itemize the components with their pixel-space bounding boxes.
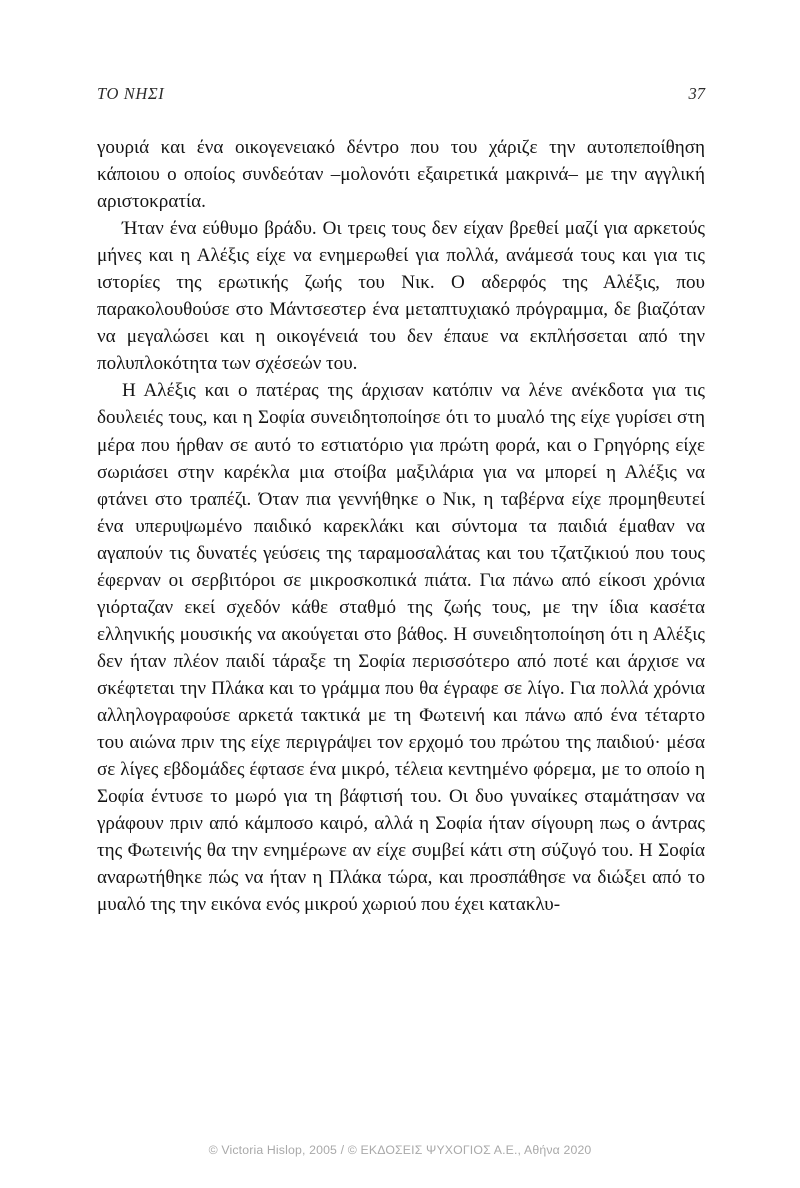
- page-number: 37: [688, 84, 705, 103]
- paragraph: Η Αλέξις και ο πατέρας της άρχισαν κατόπιν να λένε ανέκδοτα για τις δουλειές τους, και η Σοφία συνειδητοποίησε ότι το μυαλό της είχε γυρίσει στη μέρα που ήρθαν σε αυτό το εστιατόριο για πρώτη φορά, και ο Γρηγόρης είχε σωριάσει στην καρέκλα μια στοίβα μαξιλάρια για να μπορεί η Αλέξις να φτάνει στο τραπέζι. Όταν πια γεννήθηκε ο Νικ, η ταβέρνα είχε προμηθευτεί ένα υπερυψωμένο παιδικό καρεκλάκι και σύντομα τα παιδιά έμαθαν να αγαπούν τις δυνατές γεύσεις της ταραμοσαλάτας και του τζατζικιού που τους έφερναν οι σερβιτόροι σε μικροσκοπικά πιάτα. Για πάνω από είκοσι χρόνια γιόρταζαν εκεί σχεδόν κάθε σταθμό της ζωής τους, με την ίδια κασέτα ελληνικής μουσικής να ακούγεται στο βάθος. Η συνειδητοποίηση ότι η Αλέξις δεν ήταν πλέον παιδί τάραξε τη Σοφία περισσότερο από ποτέ και άρχισε να σκέφτεται την Πλάκα και το γράμμα που θα έγραφε σε λίγο. Για πολλά χρόνια αλληλογραφούσε αρκετά τακτικά με τη Φωτεινή και πάνω από ένα τέταρτο του αιώνα πριν της είχε περιγράψει τον ερχομό του πρώτου της παιδιού· μέσα σε λίγες εβδομάδες έφτασε ένα μικρό, τέλεια κεντημένο φόρεμα, με το οποίο η Σοφία έντυσε το μωρό για τη βάφτισή του. Οι δυο γυναίκες σταμάτησαν να γράφουν πριν από κάμποσο καιρό, αλλά η Σοφία ήταν σίγουρη πως ο άντρας της Φωτεινής θα την ενημέρωνε αν είχε συμβεί κάτι στη σύζυγό του. Η Σοφία αναρωτήθηκε πώς να ήταν η Πλάκα τώρα, και προσπάθησε να διώξει από το μυαλό της την εικόνα ενός μικρού χωριού που έχει κατακλυ-: [97, 380, 705, 916]
- running-head: [97, 84, 705, 108]
- paragraph: Ήταν ένα εύθυμο βράδυ. Οι τρεις τους δεν είχαν βρεθεί μαζί για αρκετούς μήνες και η Αλέξις είχε να ενημερωθεί για πολλά, ανάμεσά τους και για τις ιστορίες της ερωτικής ζωής του Νικ. Ο αδερφός της Αλέξις, που παρακολουθούσε στο Μάντσεστερ ένα μεταπτυχιακό πρόγραμμα, δε βιαζόταν να μεγαλώσει και η οικογένειά του δεν έπαυε να εκπλήσσεται από την πολυπλοκότητα των σχέσεών του.: [97, 218, 705, 375]
- body-text-block: [97, 134, 705, 918]
- colophon-copyright: © Victoria Hislop, 2005 / © ΕΚΔΟΣΕΙΣ ΨΥΧΟΓΙΟΣ Α.Ε., Αθήνα 2020: [208, 1143, 592, 1157]
- paragraph: γουριά και ένα οικογενειακό δέντρο που του χάριζε την αυτοπεποίθηση κάποιου ο οποίος συνδεόταν –μολονότι εξαιρετικά μακρινά– με την αγγλική αριστοκρατία.: [97, 137, 705, 213]
- running-head-book-title: ΤΟ ΝΗΣΙ: [97, 84, 165, 103]
